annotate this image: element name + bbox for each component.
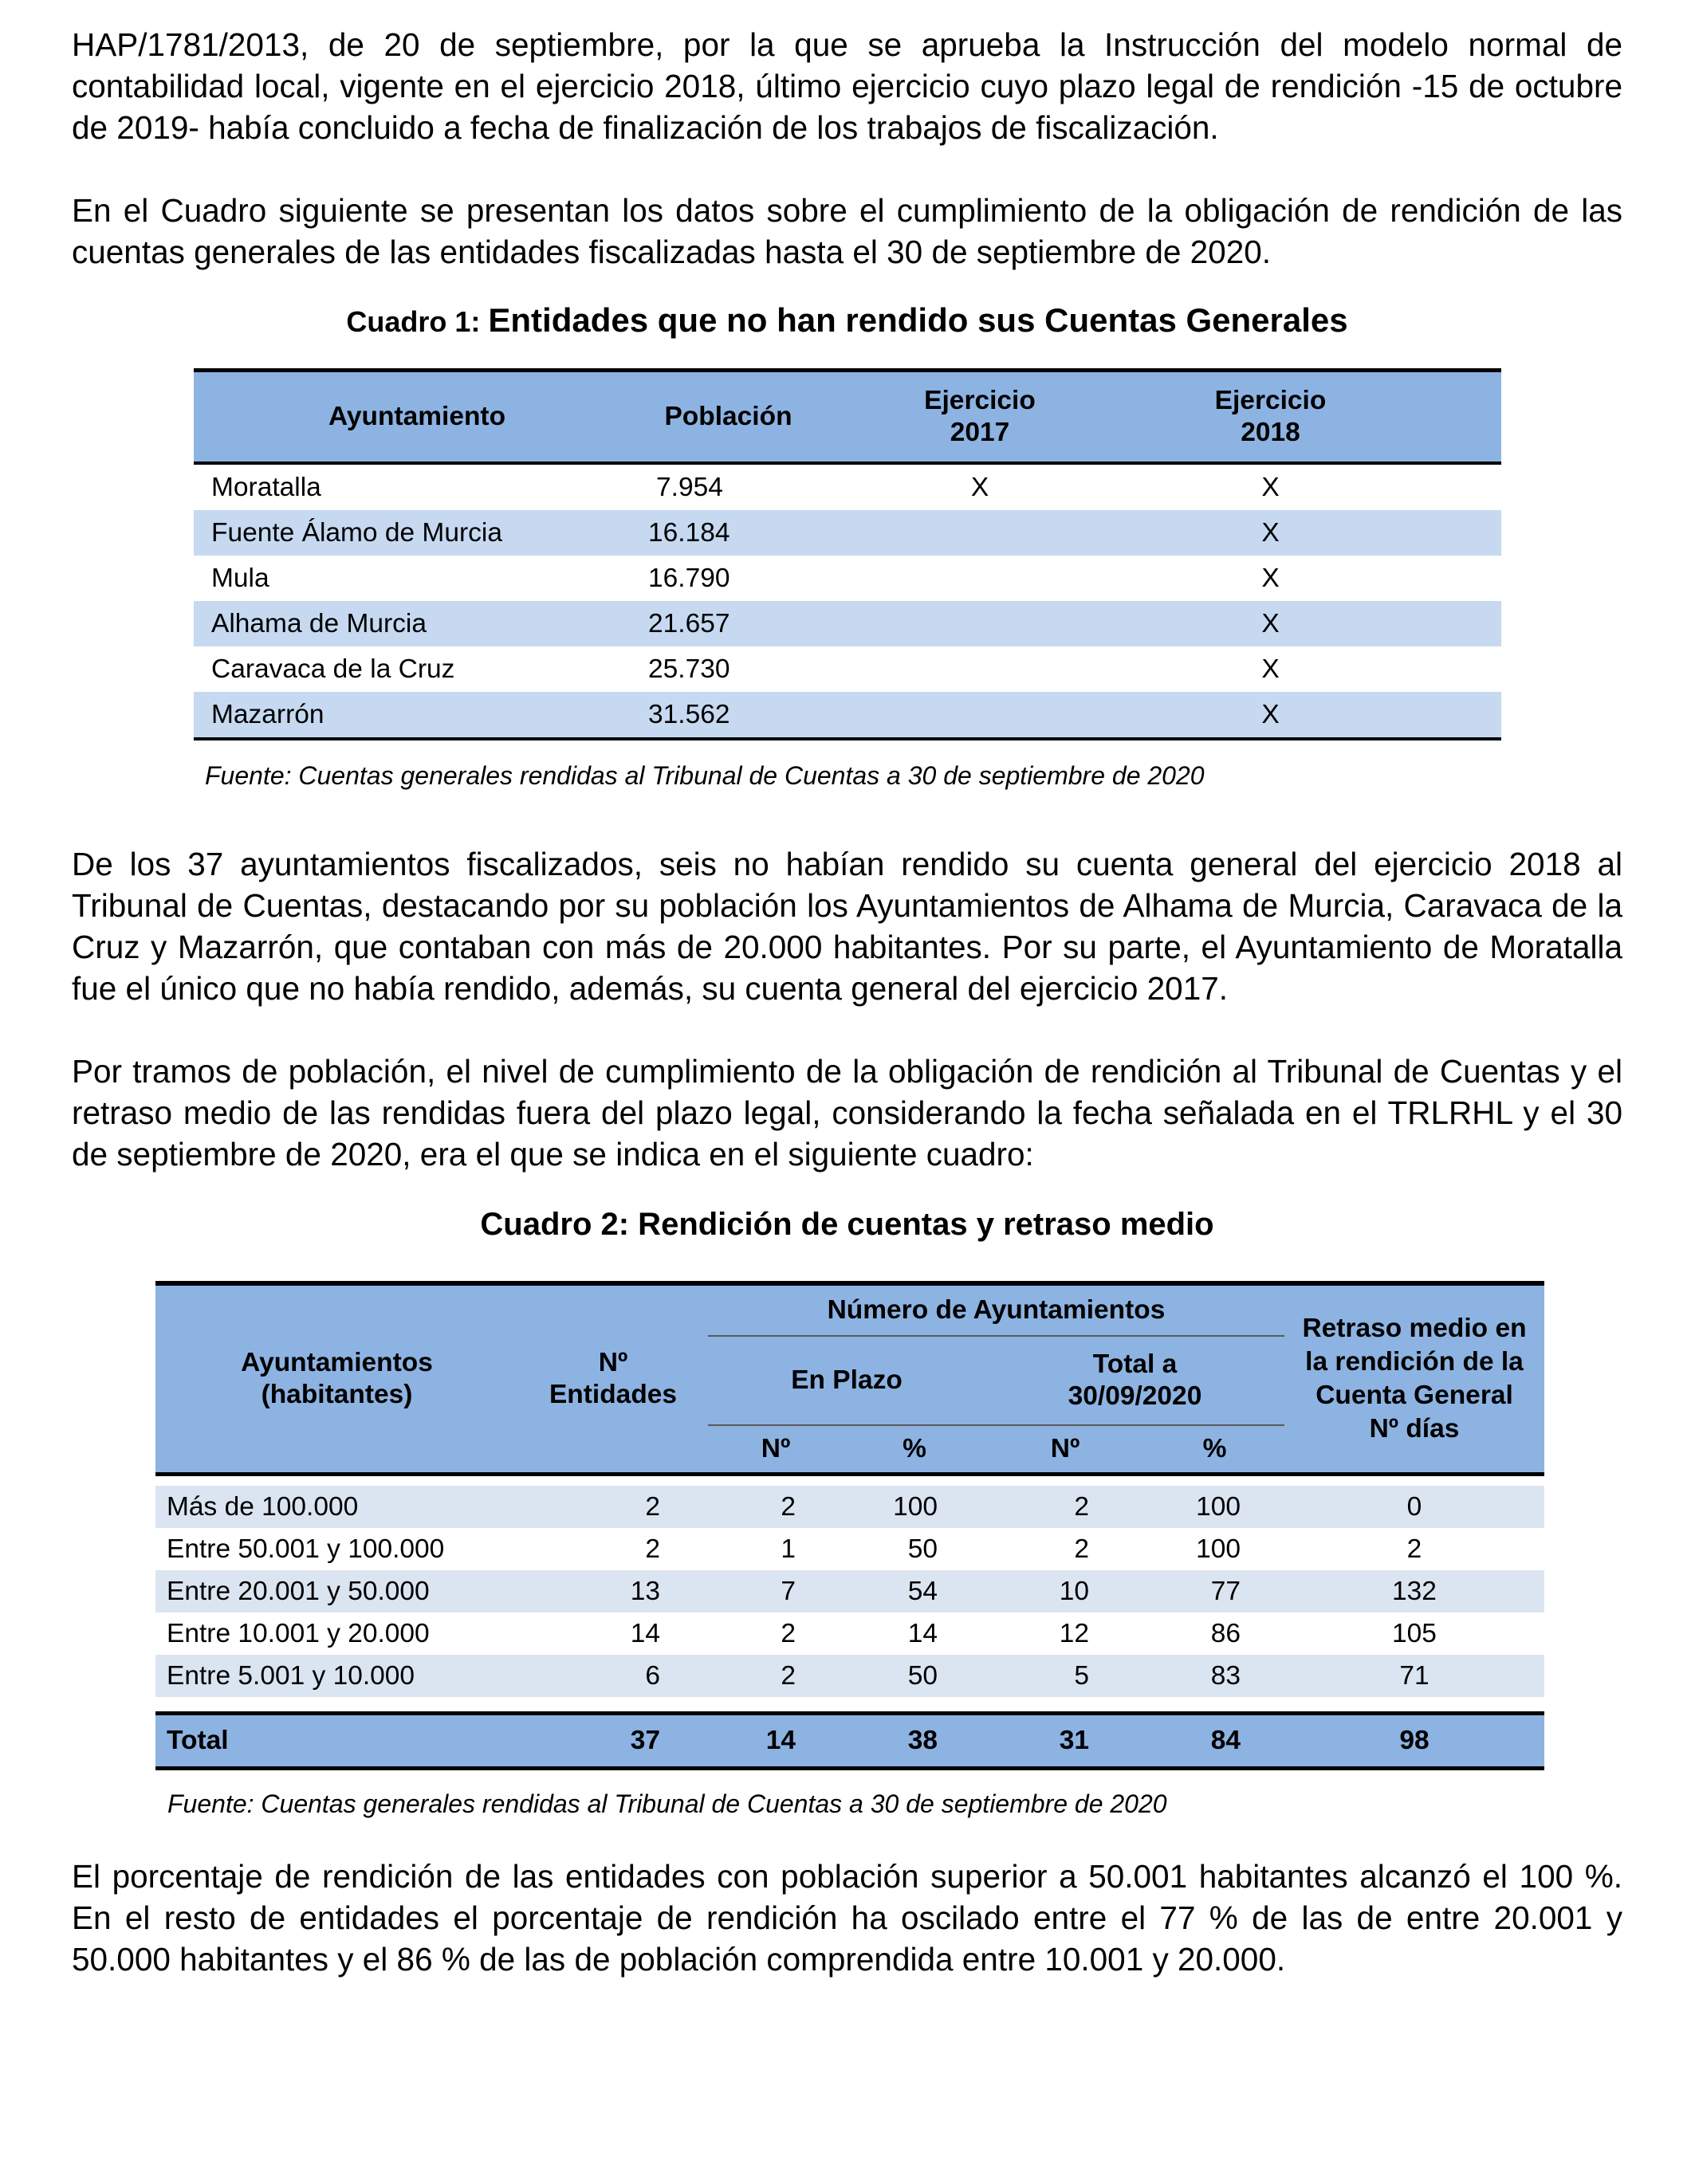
cell-entidades: 2 xyxy=(645,1534,660,1564)
cell-2017 xyxy=(848,601,1111,646)
header-poblacion: Población xyxy=(664,402,792,431)
cell-total-num: 2 xyxy=(985,1486,1145,1528)
cell-poblacion: 16.790 xyxy=(648,563,730,593)
table2-source: Fuente: Cuentas generales rendidas al Tribunal de Cuentas a 30 de septiembre de 2020 xyxy=(167,1789,1167,1818)
cell-plazo-pct: 54 xyxy=(844,1570,985,1612)
header-ayuntamientos: Ayuntamientos xyxy=(241,1348,433,1377)
header-retraso-line4: Nº días xyxy=(1369,1414,1460,1444)
cell-plazo-num: 7 xyxy=(708,1570,844,1612)
spacer-row xyxy=(155,1697,1544,1714)
cell-poblacion: 25.730 xyxy=(648,654,730,684)
cell-total-pct: 84 xyxy=(1145,1714,1284,1769)
cell-poblacion: 16.184 xyxy=(648,517,730,548)
cell-retraso: 71 xyxy=(1284,1655,1544,1697)
document-page xyxy=(72,24,1622,1980)
header-entidades: Entidades xyxy=(549,1380,678,1409)
table1-caption xyxy=(72,301,1622,340)
cell-2018: X xyxy=(1261,654,1280,684)
table1-header-row xyxy=(194,371,1501,464)
header-retraso-line2: la rendición de la xyxy=(1305,1347,1524,1377)
cell-tramo: Entre 20.001 y 50.000 xyxy=(155,1570,518,1612)
cell-plazo-pct: 50 xyxy=(844,1655,985,1697)
cell-entidades: 14 xyxy=(630,1618,660,1648)
cell-total-pct: 100 xyxy=(1145,1486,1284,1528)
header-numero-ayuntamientos: Número de Ayuntamientos xyxy=(708,1283,1284,1336)
cell-tramo: Más de 100.000 xyxy=(155,1486,518,1528)
cell-retraso: 132 xyxy=(1284,1570,1544,1612)
cell-plazo-num: 14 xyxy=(708,1714,844,1769)
cell-total-num: 10 xyxy=(985,1570,1145,1612)
table-row xyxy=(194,556,1501,601)
cell-ayuntamiento: Caravaca de la Cruz xyxy=(211,654,455,684)
table-row xyxy=(194,510,1501,556)
cell-plazo-pct: 38 xyxy=(844,1714,985,1769)
table2-caption: Cuadro 2: Rendición de cuentas y retraso medio xyxy=(480,1207,1214,1242)
cell-tramo: Entre 10.001 y 20.000 xyxy=(167,1618,430,1648)
paragraph-cuadro1-intro: En el Cuadro siguiente se presentan los datos sobre el cumplimiento de la obligación de rendición de las cuentas generales de las entidades fiscalizadas hasta el 30 de septiembre de 2020. xyxy=(72,192,1622,270)
cell-total-pct: 77 xyxy=(1145,1570,1284,1612)
cell-ayuntamiento: Mazarrón xyxy=(211,699,324,729)
header-total-fecha xyxy=(985,1336,1284,1425)
cell-plazo-num: 2 xyxy=(781,1618,796,1648)
table1-source: Fuente: Cuentas generales rendidas al Tribunal de Cuentas a 30 de septiembre de 2020 xyxy=(205,761,1205,790)
header-num-symbol: Nº xyxy=(598,1348,628,1377)
header-habitantes: (habitantes) xyxy=(261,1380,413,1409)
cell-retraso: 105 xyxy=(1392,1618,1437,1648)
cell-2017 xyxy=(848,646,1111,692)
cell-ayuntamiento: Moratalla xyxy=(211,472,321,502)
cell-entidades: 2 xyxy=(518,1486,708,1528)
header-total-date: 30/09/2020 xyxy=(1068,1381,1202,1411)
spacer-row xyxy=(155,1475,1544,1487)
cell-entidades: 37 xyxy=(518,1714,708,1769)
header-plazo-num: Nº xyxy=(708,1425,844,1475)
table-row xyxy=(155,1486,1544,1528)
cell-2018: X xyxy=(1261,563,1280,593)
cell-plazo-pct: 14 xyxy=(907,1618,938,1648)
header-ejercicio-2018 xyxy=(1111,371,1501,464)
cell-plazo-pct: 50 xyxy=(907,1534,938,1564)
header-retraso-medio xyxy=(1284,1283,1544,1475)
cell-total-num: 2 xyxy=(1074,1534,1089,1564)
cell-total-num: 12 xyxy=(1059,1618,1089,1648)
header-ejercicio-2017 xyxy=(848,371,1111,464)
header-total-num: Nº xyxy=(985,1425,1145,1475)
header-num-entidades xyxy=(518,1283,708,1475)
header-year-2017: 2017 xyxy=(950,418,1010,447)
cell-2018: X xyxy=(1261,608,1280,638)
header-ejercicio-label: Ejercicio xyxy=(924,386,1036,415)
cell-poblacion: 21.657 xyxy=(648,608,730,638)
table-total-row xyxy=(155,1714,1544,1769)
table-row xyxy=(155,1528,1544,1570)
cell-2017: X xyxy=(970,472,989,502)
cell-tramo: Entre 5.001 y 10.000 xyxy=(155,1655,518,1697)
cell-2018: X xyxy=(1261,472,1280,502)
cell-ayuntamiento: Fuente Álamo de Murcia xyxy=(211,517,502,548)
cell-2018: X xyxy=(1261,517,1280,548)
cell-plazo-pct: 100 xyxy=(844,1486,985,1528)
cell-ayuntamiento: Mula xyxy=(211,563,269,593)
header-total-pct: % xyxy=(1145,1425,1284,1475)
cell-total-num: 31 xyxy=(985,1714,1145,1769)
cell-2017 xyxy=(848,692,1111,739)
cell-total-label: Total xyxy=(155,1714,518,1769)
header-retraso-line3: Cuenta General xyxy=(1315,1381,1513,1410)
cell-entidades: 13 xyxy=(518,1570,708,1612)
header-en-plazo: En Plazo xyxy=(791,1365,903,1395)
paragraph-cuadro2-intro: Por tramos de población, el nivel de cumplimiento de la obligación de rendición al Tribunal de Cuentas y el retraso medio de las rendidas fuera del plazo legal, considerando la fecha señalada en el TRLRHL y el 30 de septiembre de 2020, era el que se indica en el siguiente cuadro: xyxy=(72,1053,1622,1173)
table-row xyxy=(194,646,1501,692)
cell-entidades: 6 xyxy=(518,1655,708,1697)
paragraph-intro: HAP/1781/2013, de 20 de septiembre, por la que se aprueba la Instrucción del modelo normal de contabilidad local, vigente en el ejercicio 2018, último ejercicio cuyo plazo legal de rendición -15 de octubre de 2019- había concluido a fecha de finalización de los trabajos de fiscalización. xyxy=(72,26,1622,146)
header-plazo-pct: % xyxy=(844,1425,985,1475)
header-retraso-line1: Retraso medio en xyxy=(1302,1314,1527,1343)
cell-poblacion: 31.562 xyxy=(648,699,730,729)
table-row xyxy=(194,463,1501,510)
header-ayuntamientos-habitantes xyxy=(155,1283,518,1475)
cell-retraso: 2 xyxy=(1406,1534,1422,1564)
table1 xyxy=(194,368,1501,740)
cell-ayuntamiento: Alhama de Murcia xyxy=(211,608,427,638)
cell-tramo: Entre 50.001 y 100.000 xyxy=(167,1534,445,1564)
header-total-label: Total a xyxy=(1092,1349,1178,1379)
table-row xyxy=(194,692,1501,739)
cell-total-pct: 100 xyxy=(1196,1534,1241,1564)
cell-poblacion: 7.954 xyxy=(656,472,723,502)
cell-2018: X xyxy=(1261,699,1280,729)
table-row xyxy=(194,601,1501,646)
cell-retraso: 0 xyxy=(1284,1486,1544,1528)
paragraph-analysis: De los 37 ayuntamientos fiscalizados, seis no habían rendido su cuenta general del ejercicio 2018 al Tribunal de Cuentas, destacando por su población los Ayuntamientos de Alhama de Murcia, Caravaca de la Cruz y Mazarrón, que contaban con más de 20.000 habitantes. Por su parte, el Ayuntamiento de Moratalla fue el único que no había rendido, además, su cuenta general del ejercicio 2017. xyxy=(72,846,1622,1007)
table-row xyxy=(155,1570,1544,1612)
table-row xyxy=(155,1612,1544,1655)
table-row xyxy=(155,1655,1544,1697)
cell-plazo-num: 2 xyxy=(708,1486,844,1528)
cell-total-pct: 86 xyxy=(1210,1618,1241,1648)
header-year-2018: 2018 xyxy=(1241,418,1300,447)
header-ayuntamiento: Ayuntamiento xyxy=(328,402,506,431)
table1-caption-prefix: Cuadro 1: xyxy=(346,305,489,338)
cell-retraso: 98 xyxy=(1284,1714,1544,1769)
cell-2017 xyxy=(848,556,1111,601)
paragraph-conclusion: El porcentaje de rendición de las entidades con población superior a 50.001 habitantes alcanzó el 100 %. En el resto de entidades el porcentaje de rendición ha oscilado entre el 77 % de las de entre 20.001 y 50.000 habitantes y el 86 % de las de población comprendida entre 10.001 y 20.000. xyxy=(72,1858,1622,1978)
header-ejercicio-label: Ejercicio xyxy=(1214,386,1327,415)
table2 xyxy=(155,1281,1544,1770)
cell-plazo-num: 1 xyxy=(781,1534,796,1564)
table2-header-row xyxy=(155,1283,1544,1336)
cell-total-pct: 83 xyxy=(1145,1655,1284,1697)
cell-plazo-num: 2 xyxy=(708,1655,844,1697)
table1-caption-title: Entidades que no han rendido sus Cuentas Generales xyxy=(488,301,1348,339)
cell-total-num: 5 xyxy=(985,1655,1145,1697)
cell-2017 xyxy=(848,510,1111,556)
